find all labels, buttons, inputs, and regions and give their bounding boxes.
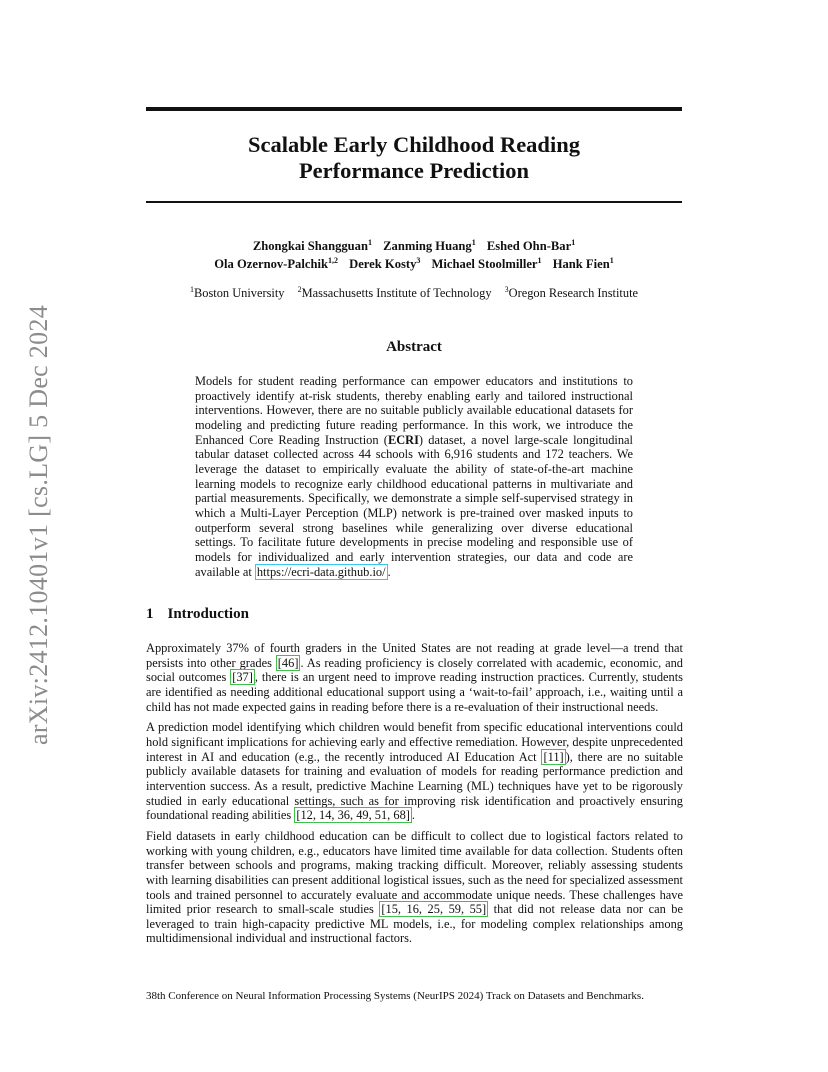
author bbox=[487, 239, 575, 253]
citation-link[interactable]: [15, 16, 25, 59, 55] bbox=[381, 902, 487, 917]
author bbox=[214, 257, 338, 271]
author bbox=[253, 239, 372, 253]
paragraph bbox=[146, 829, 683, 946]
author-row-1 bbox=[146, 237, 682, 255]
affiliation bbox=[505, 286, 638, 300]
author-affil-mark: 3 bbox=[416, 256, 421, 265]
author-name: Zanming Huang bbox=[383, 239, 472, 253]
paragraph-text: that did not release data nor can be leveraged to train high-capacity predictive ML models, i.e., for modeling complex relationships among multidimensional individual and instructional factors. bbox=[146, 902, 683, 946]
section-title: Introduction bbox=[167, 606, 249, 622]
author-affil-mark: 1 bbox=[571, 238, 576, 247]
abstract-dataset-name: ECRI bbox=[387, 432, 419, 447]
author-name: Michael Stoolmiller bbox=[431, 257, 538, 271]
affiliation bbox=[190, 286, 285, 300]
author-name: Derek Kosty bbox=[349, 257, 417, 271]
paragraph-text: A prediction model identifying which children would benefit from specific educational interventions could hold significant implications for achieving early and effective remediation. However, despite unprecedented interest in AI and education (e.g., the recently introduced AI Education Act bbox=[146, 720, 683, 764]
affil-name: Oregon Research Institute bbox=[508, 286, 639, 300]
author-affil-mark: 1 bbox=[367, 238, 372, 247]
affiliation bbox=[298, 286, 492, 300]
author-affil-mark: 1 bbox=[609, 256, 614, 265]
section-heading bbox=[146, 606, 249, 623]
title-bottom-rule bbox=[146, 201, 682, 203]
affil-mark: 1 bbox=[189, 285, 194, 294]
paragraph-text: . bbox=[411, 808, 415, 823]
citation-link[interactable]: [11] bbox=[543, 749, 564, 764]
title-line-1: Scalable Early Childhood Reading bbox=[248, 132, 580, 157]
author-name: Eshed Ohn-Bar bbox=[486, 239, 572, 253]
author-affil-mark: 1 bbox=[537, 256, 542, 265]
paragraph bbox=[146, 641, 683, 714]
author-name: Hank Fien bbox=[552, 257, 610, 271]
author-affil-mark: 1 bbox=[471, 238, 476, 247]
author bbox=[432, 257, 542, 271]
abstract-text: . bbox=[387, 564, 391, 579]
arxiv-identifier: arXiv:2412.10401v1 [cs.LG] 5 Dec 2024 bbox=[24, 305, 53, 746]
citation-link[interactable]: [46] bbox=[277, 655, 299, 670]
paragraph-text: Field datasets in early childhood education can be difficult to collect due to logistical factors related to working with young children, e.g., educators have limited time available for data collection. Students often transfer between schools and programs, making tracking difficult. Moreover, reliably assessing students with learning disabilities can present additional logistical issues, such as the need for specialized assessment tools and trained personnel to accurately evaluate and accommodate unique needs. These challenges have limited prior research to small-scale studies bbox=[146, 828, 683, 917]
paragraph-text: . As reading proficiency is closely correlated with academic, economic, and social outcomes bbox=[146, 655, 684, 685]
affil-name: Massachusetts Institute of Technology bbox=[301, 286, 492, 300]
abstract-text: Models for student reading performance can empower educators and institutions to proactively identify at-risk students, thereby enabling early and tailored instructional interventions. However, there are no suitable publicly available educational datasets for modeling and predicting future reading performance. In this work, we introduce the Enhanced Core Reading Instruction ( bbox=[195, 374, 633, 447]
dataset-url-link[interactable]: https://ecri-data.github.io/ bbox=[256, 564, 386, 579]
citation-link[interactable]: [12, 14, 36, 49, 51, 68] bbox=[296, 808, 410, 823]
introduction-body bbox=[146, 641, 683, 952]
paragraph-text: ), there are no suitable publicly available datasets for training and evaluation of models for reading performance prediction and intervention success. As a result, predictive Machine Learning (ML) techniques have yet to be rigorously studied in early educational settings, such as for improving risk identification and proactively ensuring foundational reading abilities bbox=[146, 749, 683, 823]
author-name: Zhongkai Shangguan bbox=[252, 239, 368, 253]
affil-mark: 3 bbox=[504, 285, 509, 294]
abstract-text: ) dataset, a novel large-scale longitudinal tabular dataset collected across 44 schools with 6,916 students and 172 teachers. We leverage the dataset to empirically evaluate the ability of state-of-the-art machine learning models to recognize early childhood educational patterns in multivariate and partial measurements. Specifically, we demonstrate a simple self-supervised strategy in which a Multi-Layer Perception (MLP) network is pre-trained over masked inputs to outperform several strong baselines while generalizing over diverse educational settings. To facilitate future developments in precise modeling and responsible use of models for individualized and early intervention strategies, our data and code are available at bbox=[195, 432, 633, 579]
paragraph-text: , there is an urgent need to improve reading instruction practices. Currently, students are identified as needing additional educational support using a ‘wait-to-fail’ approach, i.e., waiting until a child has not made expected gains in reading before there is a re-evaluation of their instructional needs. bbox=[146, 670, 683, 714]
paragraph bbox=[146, 720, 683, 823]
affil-mark: 2 bbox=[297, 285, 302, 294]
paragraph-text: Approximately 37% of fourth graders in the United States are not reading at grade level—a trend that persists into other grades bbox=[146, 641, 683, 670]
affil-name: Boston University bbox=[193, 286, 285, 300]
conference-footnote: 38th Conference on Neural Information Processing Systems (NeurIPS 2024) Track on Datasets and Benchmarks. bbox=[146, 990, 644, 1002]
author bbox=[383, 239, 476, 253]
paper-title bbox=[146, 132, 682, 184]
title-line-2: Performance Prediction bbox=[298, 158, 530, 183]
affiliations bbox=[146, 285, 682, 301]
abstract-body bbox=[195, 374, 633, 579]
section-number: 1 bbox=[146, 606, 154, 622]
abstract-heading: Abstract bbox=[386, 339, 442, 355]
author-affil-mark: 1,2 bbox=[327, 256, 338, 265]
author bbox=[349, 257, 420, 271]
author-row-2 bbox=[146, 255, 682, 273]
author-list bbox=[146, 237, 682, 273]
title-top-rule bbox=[146, 107, 682, 111]
author bbox=[553, 257, 614, 271]
author-name: Ola Ozernov-Palchik bbox=[214, 257, 328, 271]
citation-link[interactable]: [37] bbox=[232, 670, 253, 685]
